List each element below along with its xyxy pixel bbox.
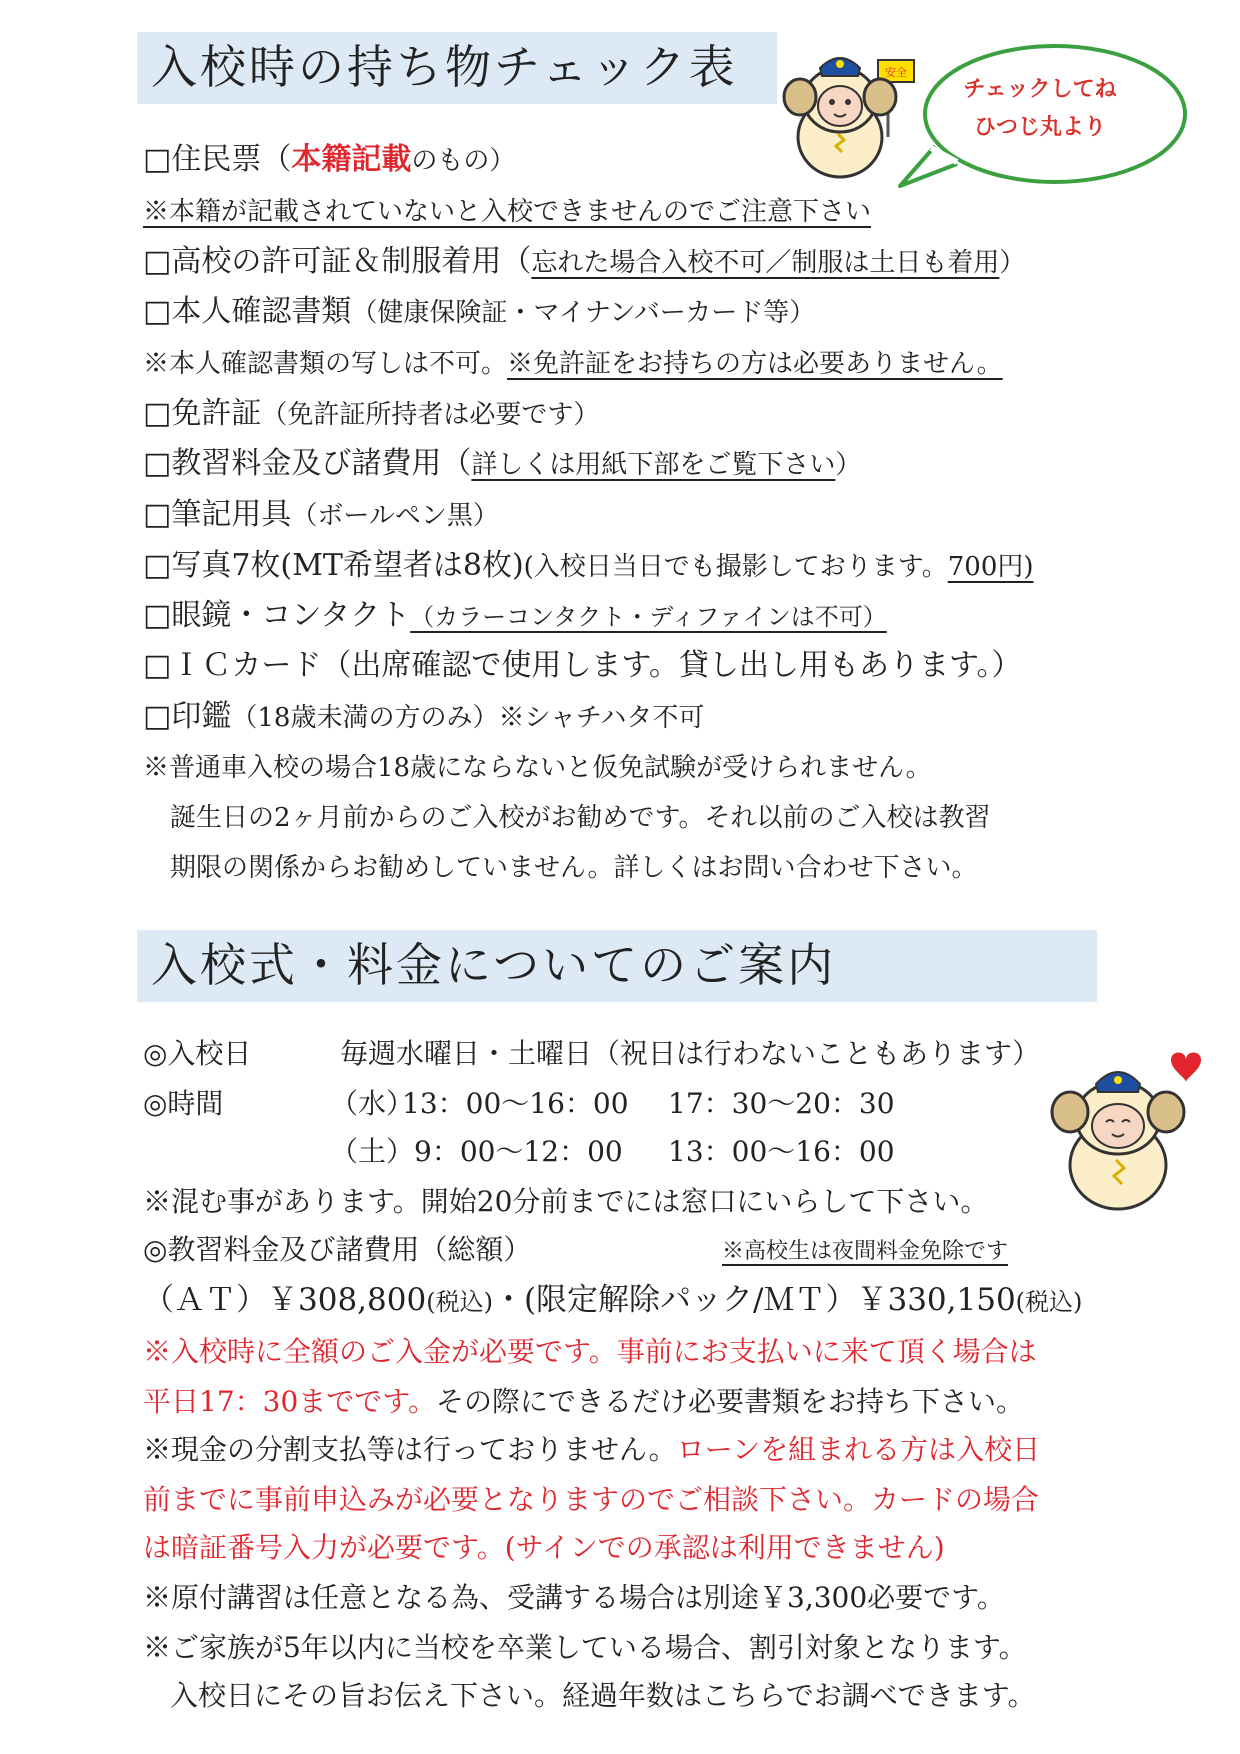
item-fee-label: □教習料金及び諸費用（	[143, 446, 472, 481]
entry-label: ◎入校日	[143, 1037, 252, 1070]
cash-note	[143, 1430, 1040, 1470]
fee-total-label: ◎教習料金及び諸費用（総額）	[143, 1233, 532, 1266]
price-at-tax: (税込)	[426, 1288, 493, 1316]
payment-deadline: 平日17：30までです。	[143, 1385, 437, 1418]
item-inkan-label: □印鑑	[143, 699, 232, 734]
note-honseki: ※本籍が記載されていないと入校できませんのでご注意下さい	[143, 197, 872, 227]
bubble-line-1: チェックしてね	[963, 77, 1117, 102]
price-line	[143, 1280, 1082, 1322]
family-note-2: 入校日にその旨お伝え下さい。経過年数はこちらでお調べできます。	[170, 1679, 1036, 1712]
note-copy	[143, 344, 1003, 384]
item-koko	[143, 242, 1025, 283]
item-fee-note: 詳しくは用紙下部をご覧下さい	[471, 450, 836, 480]
item-glasses-note: （カラーコンタクト・ディファインは不可）	[410, 603, 887, 631]
time-sat-slot-1: 9：00〜12：00	[414, 1135, 623, 1168]
item-juminhyo-suffix: のもの）	[411, 146, 516, 176]
item-koko-close: ）	[999, 248, 1026, 278]
price-mt-tax: (税込)	[1015, 1288, 1083, 1316]
section-title-text: 入校時の持ち物チェック表	[151, 40, 738, 94]
time-sat-day: （土）	[330, 1135, 415, 1168]
item-ic-card: □ＩＣカード（出席確認で使用します。貸し出し用もあります。）	[143, 648, 1022, 683]
item-inkan	[143, 697, 704, 738]
loan-note-start: ローンを組まれる方は入校日	[676, 1433, 1041, 1466]
item-menkyo	[143, 394, 599, 435]
item-photo-note: (入校日当日でも撮影しております。	[523, 552, 948, 582]
payment-note-1: ※入校時に全額のご入金が必要です。事前にお支払いに来て頂く場合は	[143, 1335, 1037, 1368]
flag-label: 安全	[885, 66, 907, 79]
sheep-mascot-heart-icon	[1040, 1040, 1210, 1215]
note-age-2: 誕生日の2ヶ月前からのご入校がお勧めです。それ以前のご入校は教習	[170, 803, 991, 833]
section-title-text: 入校式・料金についてのご案内	[151, 938, 837, 992]
note-age-3: 期限の関係からお勧めしていません。詳しくはお問い合わせ下さい。	[170, 853, 978, 883]
item-juminhyo-emphasis: 本籍記載	[291, 142, 412, 177]
price-at: （ＡＴ）￥308,800	[143, 1282, 427, 1318]
item-photo-price: 700円)	[947, 552, 1034, 582]
payment-note-2	[143, 1382, 1024, 1422]
high-school-note: ※高校生は夜間料金免除です	[722, 1239, 1009, 1264]
item-honnin-label: □本人確認書類	[143, 294, 352, 329]
item-honnin	[143, 292, 815, 333]
section-title-ceremony-fees	[137, 930, 1097, 1002]
note-age-1: ※普通車入校の場合18歳にならないと仮免試験が受けられません。	[143, 753, 932, 783]
sheep-mascot-flag-icon	[770, 42, 920, 182]
item-menkyo-label: □免許証	[143, 396, 262, 431]
price-separator: ・	[492, 1282, 524, 1318]
item-koko-note: 忘れた場合入校不可／制服は土日も着用	[531, 248, 1000, 278]
time-sat-slot-2: 13：00〜16：00	[668, 1135, 895, 1168]
crowd-note: ※混む事があります。開始20分前までには窓口にいらして下さい。	[143, 1185, 989, 1218]
loan-note-3: は暗証番号入力が必要です。(サインでの承認は利用できません)	[143, 1531, 945, 1564]
item-honnin-note: （健康保険証・マイナンバーカード等）	[351, 298, 816, 328]
item-menkyo-note: （免許証所持者は必要です）	[261, 400, 600, 430]
note-copy-a: ※本人確認書類の写しは不可。	[143, 349, 508, 379]
section-title-checklist	[137, 32, 777, 104]
item-pen-label: □筆記用具	[143, 497, 292, 532]
item-glasses	[143, 596, 887, 637]
item-glasses-label: □眼鏡・コンタクト	[143, 598, 411, 633]
entry-value: 毎週水曜日・土曜日（祝日は行わないこともあります）	[340, 1037, 1041, 1070]
loan-note-2: 前までに事前申込みが必要となりますのでご相談下さい。カードの場合	[143, 1483, 1040, 1516]
moped-note: ※原付講習は任意となる為、受講する場合は別途￥3,300必要です。	[143, 1581, 1005, 1614]
item-photo-label: □写真7枚(MT希望者は8枚)	[143, 548, 524, 583]
time-wed-slot-1: 13：00〜16：00	[402, 1087, 629, 1120]
cash-note-text: ※現金の分割支払等は行っておりません。	[143, 1433, 677, 1466]
item-inkan-note: （18歳未満の方のみ）※シャチハタ不可	[231, 703, 705, 733]
note-copy-b: ※免許証をお持ちの方は必要ありません。	[507, 349, 1003, 379]
bubble-line-2: ひつじ丸より	[973, 115, 1106, 140]
payment-documents: その際にできるだけ必要書類をお持ち下さい。	[436, 1385, 1025, 1418]
price-mt: (限定解除パック/ＭＴ）￥330,150	[523, 1282, 1016, 1318]
item-juminhyo	[143, 140, 515, 181]
time-wed-slot-2: 17：30〜20：30	[668, 1087, 895, 1120]
time-wed-day: （水）	[330, 1087, 415, 1120]
item-photo	[143, 546, 1034, 587]
item-pen-note: （ボールペン黒）	[291, 501, 499, 531]
item-fee	[143, 444, 861, 485]
family-note-1: ※ご家族が5年以内に当校を卒業している場合、割引対象となります。	[143, 1631, 1027, 1664]
time-label: ◎時間	[143, 1087, 224, 1120]
item-pen	[143, 495, 499, 536]
item-juminhyo-label: □住民票（	[143, 142, 292, 177]
item-fee-close: ）	[835, 450, 862, 480]
item-koko-label: □高校の許可証＆制服着用（	[143, 244, 532, 279]
